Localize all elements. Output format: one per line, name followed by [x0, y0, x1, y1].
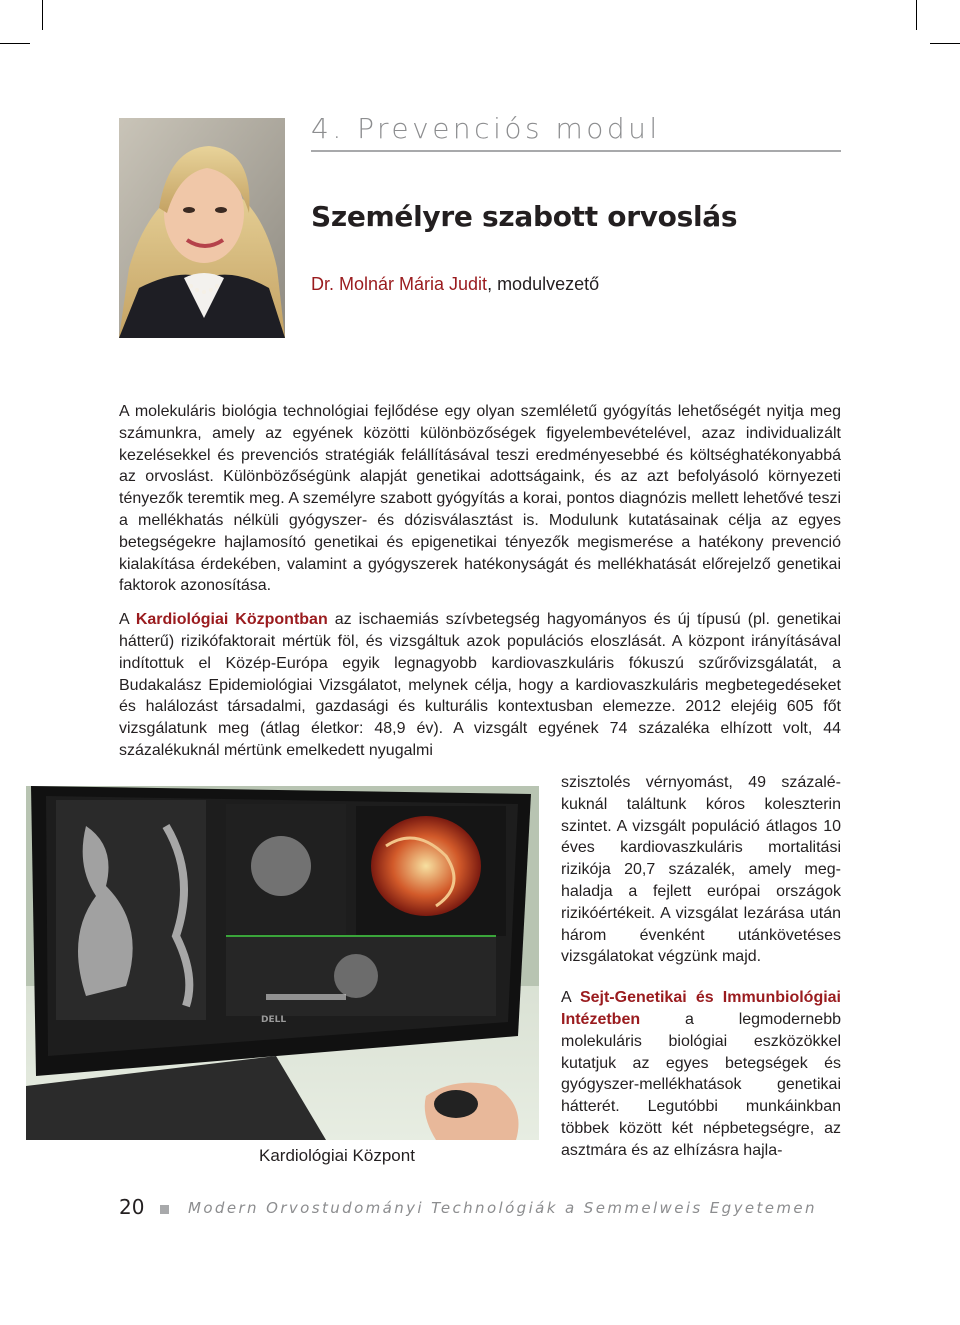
paragraph-3-text: a legmodernebb molekuláris biológiai eszközökkel kutatjuk az egyes betegségek és gyógyszer-mellékhatások genetikai hátterét. Legutóbbi munkáinkban többek között két népbetegségre, az asztmára és az elhízásra hajla-	[561, 1010, 841, 1159]
publication-title: Modern Orvostudományi Technológiák a Semmelweis Egyetemen	[188, 1199, 817, 1217]
paragraph-3	[561, 987, 841, 1161]
kardiologiai-kozpont-highlight: Kardiológiai Központban	[135, 611, 328, 629]
module-title: 4. Prevenciós modul	[311, 112, 661, 145]
author-portrait	[119, 118, 285, 338]
article-title: Személyre szabott orvoslás	[311, 200, 738, 233]
crop-mark-top-left	[42, 0, 43, 30]
author-line	[311, 274, 599, 295]
title-rule	[311, 150, 841, 152]
paragraph-2-text: az ischaemiás szívbetegség hagyományos és új típusú (pl. genetikai hátterű) rizikófaktorait mértük föl, és vizsgáltuk azok populációs eloszlását. A központ irányításával indítottuk el Közép-Európa egyik legnagyobb kardiovaszkuláris fókuszú szűrővizsgálatát, a Budakalász Epidemiológiai Vizsgálatot, melynek célja, hogy a kardiovaszkuláris megbetegedéseket és halálozást társadalmi, gazdasági és kulturális kontextusban elemezze. 2012 elejéig 605 főt vizsgálatunk meg (átlag életkor: 48,9 év). A vizsgált egyének 74 százaléka elhízott volt, 44 százalékuknál mértünk emelkedett nyugalmi	[119, 611, 842, 759]
body-text-column	[561, 772, 841, 1162]
figure-caption: Kardiológiai Központ	[259, 1146, 415, 1165]
crop-mark-left	[0, 43, 30, 44]
crop-mark-right	[930, 43, 960, 44]
author-role: , modulvezető	[487, 274, 600, 294]
paragraph-2-continued: szisztolés vérnyomást, 49 százalékuknál találtunk kóros koleszterin szintet. A vizsgált populáció átlagos 10 éves kardiovaszkuláris mortalitási rizikója 20,7 százalék, amely meghaladja a fejlett európai országok rizikóértékeit. A vizsgálat lezárása után három évenként utánkövetéses vizsgálatokat végzünk majd.	[561, 774, 841, 966]
author-name: Dr. Molnár Mária Judit	[311, 274, 488, 294]
cardiology-photo	[26, 786, 539, 1140]
paragraph-2	[119, 609, 841, 762]
monitor-brand: DELL	[261, 1015, 287, 1025]
paragraph-2-prefix: A	[119, 611, 136, 629]
sejt-genetikai-highlight: Sejt-Genetikai és Immunbiológiai Intézetben	[561, 989, 841, 1028]
paragraph-1: A molekuláris biológia technológiai fejlődése egy olyan szemléletű gyógyítás lehetőségét nyitja meg számunkra, amely az egyének közötti különbözőségek figyelembevételével, azaz individualizált kezelésekkel és prevenciós stratégiák felállításával teszi eredményesebbé és költséghatékonyabbá az orvoslást. Különbözőségünk alapját genetikai adottságaink, és az azt befolyásoló környezeti tényezők teremtik meg. A személyre szabott gyógyítás a korai, pontos diagnózis mellett lehetővé teszi a mellékhatás nélküli gyógyszer- és dózisválasztást is. Modulunk kutatásainak célja az egyes betegségekre hajlamosító genetikai és epigenetikai tényezők megismerése a hatékony prevenció kialakítása érdekében, valamint a gyógyszerek hatékonyságát és mellékhatását előrejelző genetikai faktorok azonosítása.	[119, 403, 841, 595]
body-text-full	[119, 401, 841, 762]
page-number: 20	[119, 1195, 145, 1219]
footer-square	[160, 1205, 169, 1214]
crop-mark-top-right	[916, 0, 917, 30]
paragraph-3-prefix: A	[561, 989, 580, 1007]
